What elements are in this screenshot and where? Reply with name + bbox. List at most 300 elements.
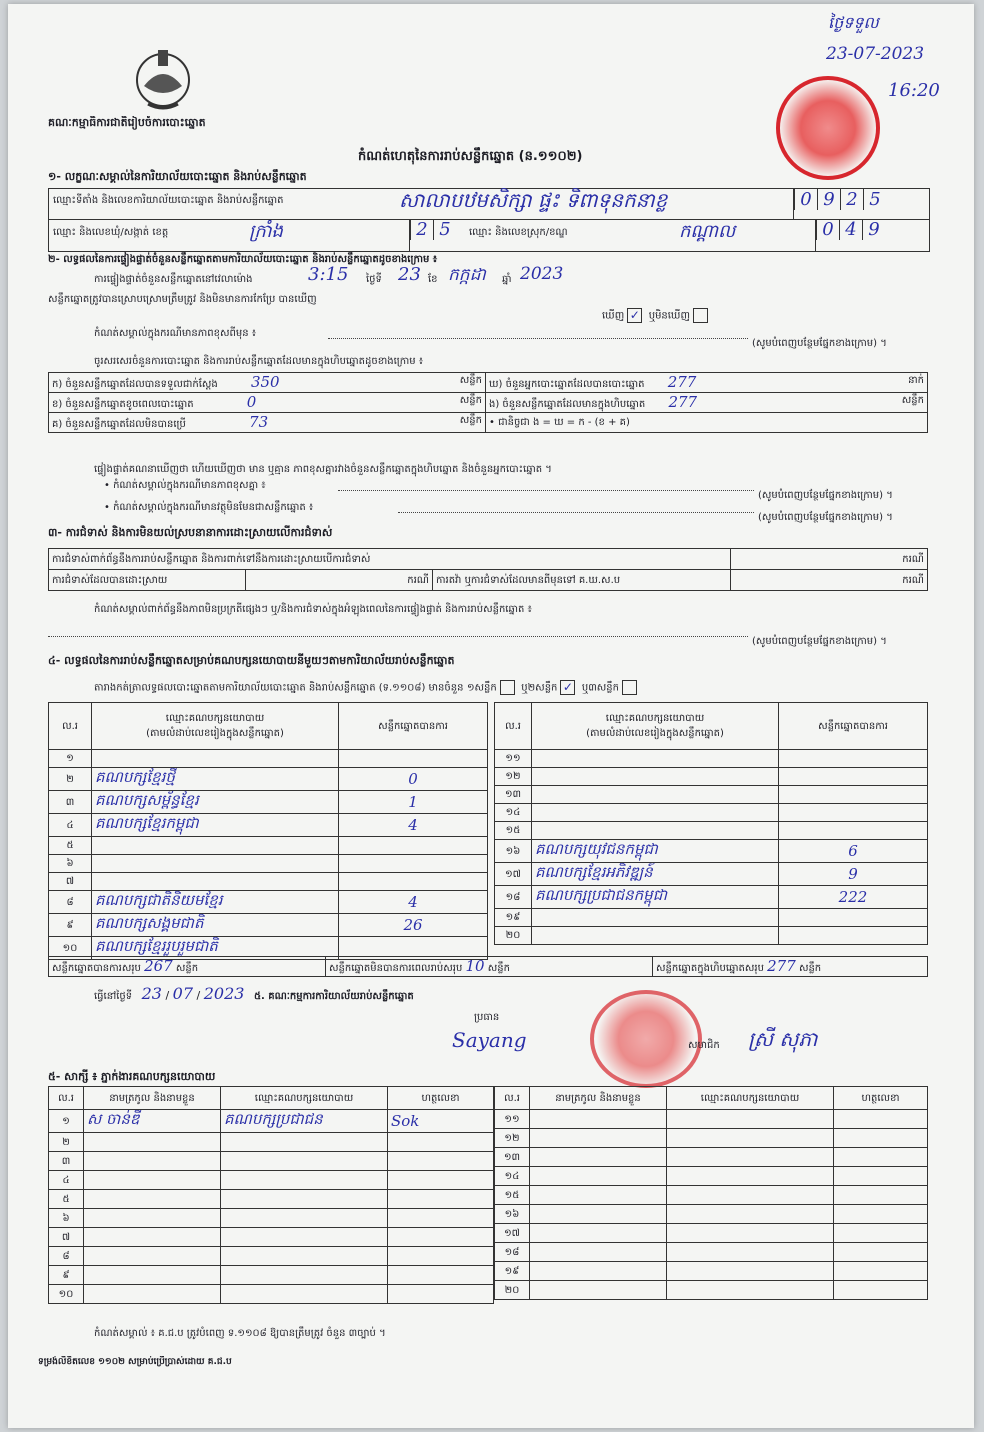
vote-count: 9 (779, 863, 928, 886)
seal-yes-checkbox[interactable]: ✓ (627, 308, 642, 323)
row-number: ២០ (495, 927, 532, 945)
witness-signature (834, 1262, 928, 1281)
row-number: ១៥ (495, 822, 532, 840)
ballot-count-table (48, 372, 928, 433)
party-name: គណបក្សខ្មែររួបរួមជាតិ (92, 937, 339, 960)
witness-name (84, 1247, 221, 1266)
col-party-header: ឈ្មោះគណបក្សនយោបាយ (221, 1087, 388, 1110)
row-number: ១៧ (495, 1224, 530, 1243)
table-row (49, 549, 928, 570)
row-number: ៨ (49, 1247, 84, 1266)
row-number: ១៤ (495, 804, 532, 822)
table-row (495, 1167, 928, 1186)
table-row (495, 1129, 928, 1148)
table-row (49, 814, 488, 837)
table-row (495, 1186, 928, 1205)
witness-party (221, 1190, 388, 1209)
corner-note-date: 23-07-2023 (826, 44, 925, 64)
witness-party (221, 1209, 388, 1228)
commune-code (409, 219, 456, 251)
table-row (49, 855, 488, 873)
party-name: គណបក្សខ្មែរថ្មី (92, 768, 339, 791)
row-e-label: ង) ចំនួនសន្លឹកឆ្នោតដែលមានក្នុងហិបឆ្នោត (489, 399, 646, 410)
vote-count: 222 (779, 886, 928, 909)
table-row (49, 1190, 494, 1209)
sheet-count-line (94, 680, 640, 696)
witness-party (221, 1228, 388, 1247)
table-header-row (49, 1087, 494, 1110)
year-label: ឆ្នាំ (502, 274, 512, 285)
table-row (49, 1110, 494, 1133)
witness-signature (834, 1186, 928, 1205)
office-code-digit: 9 (817, 189, 840, 210)
committee-name: គណៈកម្មាធិការជាតិរៀបចំការបោះឆ្នោត (48, 116, 206, 129)
year-value: 2023 (520, 264, 564, 284)
row-number: ២ (49, 768, 92, 791)
row-number: ១៤ (495, 1167, 530, 1186)
table-row (49, 837, 488, 855)
table-row (49, 1209, 494, 1228)
row-number: ១៩ (495, 1262, 530, 1281)
row-d-value: 277 (667, 373, 697, 391)
date-month: 07 (172, 984, 194, 1003)
witness-signature (388, 1152, 494, 1171)
sheet-opt1-checkbox[interactable] (500, 680, 515, 695)
total-invalid-label: សន្លឹកឆ្នោតមិនបានការពេលរាប់សរុប (329, 963, 463, 974)
chair-label: ប្រធាន (474, 1012, 500, 1023)
table-row (49, 873, 488, 891)
row-number: ១៧ (495, 863, 532, 886)
complaint-row2b-label: ការតវ៉ា ឬការជំទាស់ដែលមានពីមុនទៅ គ.ឃ.ស.ប (433, 570, 731, 591)
row-number: ៥ (49, 837, 92, 855)
table-row (49, 393, 928, 413)
table-row (495, 1110, 928, 1129)
table-row (49, 413, 928, 433)
unit-label: សន្លឹក (459, 375, 482, 386)
row-number: ១១ (495, 1110, 530, 1129)
witness-name (84, 1152, 221, 1171)
seal-options (602, 308, 711, 324)
witness-party (221, 1266, 388, 1285)
row-number: ៣ (49, 1152, 84, 1171)
col-party-header: ឈ្មោះគណបក្សនយោបាយ (605, 713, 705, 724)
row-c-value: 73 (249, 413, 269, 431)
seal-check-line: សន្លឹកឆ្នោតត្រូវបានស្រោបស្រោមត្រឹមត្រូវ និងមិនមានការកែប្រែ បានឃើញ (48, 294, 317, 305)
witness-party (667, 1186, 834, 1205)
party-name (532, 768, 779, 786)
sheet-opt3-label: ឬ៣សន្លឹក (581, 682, 619, 694)
table-row (49, 957, 928, 977)
vote-count (779, 804, 928, 822)
party-name (92, 750, 339, 768)
col-no-header: ល.រ (495, 703, 532, 750)
party-name (532, 822, 779, 840)
party-name (92, 837, 339, 855)
sheet-opt3-checkbox[interactable] (622, 680, 637, 695)
row-number: ២០ (495, 1281, 530, 1300)
row-number: ១ (49, 1110, 84, 1133)
witness-name (84, 1133, 221, 1152)
row-e-value: 277 (668, 393, 698, 411)
witness-name (84, 1190, 221, 1209)
row-a-value: 350 (250, 373, 280, 391)
fill-note: (សូមបំពេញបន្ថែមផ្នែកខាងក្រោម) ។ (758, 490, 893, 501)
fill-note: (សូមបំពេញបន្ថែមផ្នែកខាងក្រោម) ។ (752, 338, 887, 349)
member-label: សមាជិក (688, 1040, 720, 1051)
witness-name (530, 1224, 667, 1243)
col-party-header: ឈ្មោះគណបក្សនយោបាយ (165, 713, 265, 724)
col-votes-header: សន្លឹកឆ្នោតបានការ (339, 703, 488, 750)
party-name (92, 873, 339, 891)
witness-name (84, 1266, 221, 1285)
row-number: ១៨ (495, 1243, 530, 1262)
col-no-header: ល.រ (49, 1087, 84, 1110)
row-number: ៤ (49, 1171, 84, 1190)
office-value: សាលាបឋមសិក្សា ផ្ទះ ទិពាទុនកនាខ្ល (399, 188, 668, 212)
commune-value: ក្រាំង (249, 221, 283, 242)
date-year: 2023 (203, 984, 245, 1003)
row-number: ១២ (495, 1129, 530, 1148)
commission-label: ៥. គណៈកម្មការការិយាល័យរាប់សន្លឹកឆ្នោត (253, 991, 414, 1002)
vote-count (779, 750, 928, 768)
table-row (495, 863, 928, 886)
totals-row (48, 956, 928, 977)
unit-label: សន្លឹក (901, 395, 924, 406)
district-code-digit: 0 (816, 219, 839, 240)
row-number: ៩ (49, 1266, 84, 1285)
table-row (495, 822, 928, 840)
corner-note-label: ថ្ងៃទទួល (828, 13, 879, 32)
witness-signature (388, 1247, 494, 1266)
section2-title: ២- លទ្ធផលនៃការផ្ទៀងផ្ទាត់ចំនួនសន្លឹកឆ្នោតតាមការិយាល័យបោះឆ្នោត និងរាប់សន្លឹកឆ្នោតដូចខាងក្រោម ៖ (48, 254, 438, 265)
table-row (49, 768, 488, 791)
witness-signature (834, 1224, 928, 1243)
party-name: គណបក្សប្រជាជនកម្ពុជា (532, 886, 779, 909)
member-signature: ស្រី សុភា (748, 1027, 818, 1051)
district-value: កណ្ដាល (679, 221, 736, 242)
row-number: ១៦ (495, 840, 532, 863)
official-stamp-top (776, 76, 880, 180)
table-row (495, 1224, 928, 1243)
witness-signature (834, 1243, 928, 1262)
party-name (532, 750, 779, 768)
total-box-value: 277 (767, 957, 796, 975)
witness-name (530, 1167, 667, 1186)
section5-title: ៥- សាក្សី ៖ ភ្នាក់ងារគណបក្សនយោបាយ (48, 1070, 216, 1083)
day-value: 23 (398, 264, 421, 285)
row-number: ២ (49, 1133, 84, 1152)
office-label: ឈ្មោះទីតាំង និងលេខការិយាល័យបោះឆ្នោត និងរាប់សន្លឹកឆ្នោត (53, 195, 284, 206)
commune-label: ឈ្មោះ និងលេខឃុំ/សង្កាត់ ខេត្ត (53, 227, 169, 238)
col-name-header: នាមត្រកូល និងនាមខ្លួន (84, 1087, 221, 1110)
table-row (49, 1228, 494, 1247)
witness-party (221, 1285, 388, 1304)
vote-count: 4 (339, 814, 488, 837)
office-code-digit: 5 (863, 189, 886, 210)
witness-name (530, 1243, 667, 1262)
unit-label: សន្លឹក (175, 963, 199, 974)
witness-party (667, 1243, 834, 1262)
row-number: ៧ (49, 1228, 84, 1247)
bullet-foreign-object: • កំណត់សម្គាល់ក្នុងករណីមានវត្ថុមិនមែនជាសន្លឹកឆ្នោត ៖ (104, 502, 314, 513)
witness-party (667, 1148, 834, 1167)
month-value: កក្កដា (448, 265, 486, 285)
seal-option-yes: ឃើញ (602, 310, 625, 322)
vote-count: 1 (339, 791, 488, 814)
witness-signature (834, 1148, 928, 1167)
party-name (92, 855, 339, 873)
col-no-header: ល.រ (495, 1087, 530, 1110)
row-a-label: ក) ចំនួនសន្លឹកឆ្នោតដែលបានទទួលជាក់ស្ដែង (52, 379, 218, 390)
row-number: ១០ (49, 937, 92, 960)
district-label: ឈ្មោះ និងលេខស្រុក/ខណ្ឌ (469, 227, 568, 238)
district-code-digit: 9 (862, 219, 885, 240)
witness-party (667, 1262, 834, 1281)
witness-party (667, 1224, 834, 1243)
table-row (49, 1171, 494, 1190)
time-value: 3:15 (308, 264, 349, 285)
office-code (793, 189, 886, 219)
case-label: ករណី (246, 570, 433, 591)
witness-party (667, 1110, 834, 1129)
document-sheet (8, 4, 974, 1428)
table-row (49, 1285, 494, 1304)
table-row (49, 373, 928, 393)
bullet-difference: • កំណត់សម្គាល់ក្នុងករណីមានភាពខុសគ្នា ៖ (104, 480, 266, 491)
row-b-value: 0 (246, 393, 257, 411)
row-d-label: ឃ) ចំនួនអ្នកបោះឆ្នោតដែលបានបោះឆ្នោត (489, 379, 645, 390)
date-label: ធ្វើនៅថ្ងៃទី (94, 991, 133, 1002)
party-name: គណបក្សយុវជនកម្ពុជា (532, 840, 779, 863)
table-row (49, 570, 928, 591)
table-row (495, 1205, 928, 1224)
col-sig-header: ហត្ថលេខា (388, 1087, 494, 1110)
fill-note: (សូមបំពេញបន្ថែមផ្នែកខាងក្រោម) ។ (758, 512, 893, 523)
vote-count (779, 822, 928, 840)
witness-signature (388, 1190, 494, 1209)
seal-option-no: ឬមិនឃើញ (648, 310, 690, 322)
section1-box (48, 188, 930, 252)
corner-note-time: 16:20 (888, 80, 940, 101)
district-code-digit: 4 (839, 219, 862, 240)
seal-no-checkbox[interactable] (693, 308, 708, 323)
witness-party (667, 1205, 834, 1224)
witness-signature (834, 1205, 928, 1224)
date-day: 23 (141, 984, 162, 1003)
witness-name (530, 1186, 667, 1205)
case-label: ករណី (731, 570, 928, 591)
table-row (495, 750, 928, 768)
witness-table-left (48, 1086, 494, 1304)
commune-code-digit: 2 (410, 219, 433, 240)
col-party-subheader: (តាមលំដាប់លេខរៀងក្នុងសន្លឹកឆ្នោត) (586, 728, 724, 739)
party-name: គណបក្សសម្ព័ន្ធខ្មែរ (92, 791, 339, 814)
witness-signature (834, 1167, 928, 1186)
table-row (49, 1266, 494, 1285)
commune-code-digit: 5 (433, 219, 456, 240)
row-number: ១៣ (495, 786, 532, 804)
col-sig-header: ហត្ថលេខា (834, 1087, 928, 1110)
chair-signature: Sayang (452, 1028, 527, 1052)
table-row (49, 1152, 494, 1171)
vote-count (779, 768, 928, 786)
witness-table-right (494, 1086, 928, 1300)
witness-signature (388, 1171, 494, 1190)
table-row (495, 1262, 928, 1281)
vote-count: 4 (339, 891, 488, 914)
col-no-header: ល.រ (49, 703, 92, 750)
witness-signature (834, 1129, 928, 1148)
row-number: ១១ (495, 750, 532, 768)
sheet-opt1-label: ១សន្លឹក (466, 682, 497, 694)
table-row (49, 791, 488, 814)
time-label: ការផ្ទៀងផ្ទាត់ចំនួនសន្លឹកឆ្នោតនៅវេលាម៉ោង (94, 274, 253, 285)
row-number: ៦ (49, 1209, 84, 1228)
row-number: ៩ (49, 914, 92, 937)
row-number: ១០ (49, 1285, 84, 1304)
witness-signature (834, 1281, 928, 1300)
witness-party (667, 1167, 834, 1186)
vote-count (779, 909, 928, 927)
check-line: ផ្ទៀងផ្ទាត់គណនាឃើញថា ហើយឃើញថា មាន ឬគ្មាន ភាពខុសគ្នារវាងចំនួនសន្លឹកឆ្នោតក្នុងហិបឆ្នោត និងចំនួនអ្នកបោះឆ្នោត ។ (94, 464, 552, 475)
vote-count (339, 873, 488, 891)
results-table-right (494, 702, 928, 945)
witness-party (221, 1171, 388, 1190)
table-row (495, 927, 928, 945)
form-title: កំណត់ហេតុនៃការរាប់សន្លឹកឆ្នោត (ន.១១០២) (358, 149, 583, 164)
table-row (495, 840, 928, 863)
witness-name: ស ចាន់ឌី (84, 1110, 221, 1133)
row-number: ១២ (495, 768, 532, 786)
table-row (49, 1247, 494, 1266)
total-valid-label: សន្លឹកឆ្នោតបានការសរុប (52, 963, 141, 974)
unit-label: នាក់ (908, 375, 924, 386)
table-row (495, 786, 928, 804)
row-number: ៥ (49, 1190, 84, 1209)
table-header-row (495, 1087, 928, 1110)
witness-name (84, 1171, 221, 1190)
witness-name (84, 1209, 221, 1228)
case-label: ករណី (731, 549, 928, 570)
witness-signature (834, 1110, 928, 1129)
table-row (495, 768, 928, 786)
complaint-row1-label: ការជំទាស់ពាក់ព័ន្ធនឹងការរាប់សន្លឹកឆ្នោត និងការពាក់ទៅនឹងការដោះស្រាយបើការជំទាស់ (49, 549, 731, 570)
unit-label: សន្លឹក (459, 395, 482, 406)
vote-count (339, 855, 488, 873)
witness-party (221, 1247, 388, 1266)
witness-signature (388, 1133, 494, 1152)
witness-signature (388, 1285, 494, 1304)
row-number: ១ (49, 750, 92, 768)
witness-name (530, 1205, 667, 1224)
sheet-opt2-checkbox[interactable]: ✓ (560, 680, 575, 695)
table-row (495, 909, 928, 927)
party-name (532, 927, 779, 945)
footer-note: កំណត់សម្គាល់ ៖ គ.ជ.ប ត្រូវបំពេញ ទ.១១០៨ ឱ្យបានត្រឹមត្រូវ ចំនួន ៣ច្បាប់ ។ (94, 1328, 386, 1339)
committee-emblem-icon (130, 42, 196, 112)
witness-party (667, 1129, 834, 1148)
total-invalid-value: 10 (465, 957, 485, 975)
bottom-line: ទម្រង់លិខិតលេខ ១១០២ សម្រាប់ប្រើប្រាស់ដោយ គ.ជ.ប (38, 1357, 232, 1367)
col-name-header: នាមត្រកូល និងនាមខ្លួន (530, 1087, 667, 1110)
witness-party (667, 1281, 834, 1300)
unit-label: សន្លឹក (459, 415, 482, 426)
row-number: ៨ (49, 891, 92, 914)
section3-note: កំណត់សម្គាល់ពាក់ព័ន្ធនឹងភាពមិនប្រក្រតីផ្សេងៗ ឬ/និងការជំទាស់ក្នុងអំឡុងពេលនៃការផ្ទៀងផ្ទាត់ និងការរាប់សន្លឹកឆ្នោត ៖ (94, 604, 532, 615)
sheet-opt2-label: ឬ២សន្លឹក (521, 682, 558, 694)
official-stamp-middle (590, 990, 702, 1088)
office-code-digit: 0 (794, 189, 817, 210)
table-row (49, 891, 488, 914)
fill-note: (សូមបំពេញបន្ថែមផ្នែកខាងក្រោម) ។ (752, 636, 887, 647)
total-box-label: សន្លឹកឆ្នោតក្នុងហិបឆ្នោតសរុប (656, 963, 764, 974)
col-votes-header: សន្លឹកឆ្នោតបានការ (779, 703, 928, 750)
party-name: គណបក្សខ្មែរអភិវឌ្ឍន៍ (532, 863, 779, 886)
row-number: ១៩ (495, 909, 532, 927)
col-party-subheader: (តាមលំដាប់លេខរៀងក្នុងសន្លឹកឆ្នោត) (146, 728, 284, 739)
office-code-digit: 2 (840, 189, 863, 210)
table-row (495, 1281, 928, 1300)
month-label: ខែ (428, 274, 438, 285)
row-b-label: ខ) ចំនួនសន្លឹកឆ្នោតខូចពេលបោះឆ្នោត (52, 399, 194, 410)
party-name: គណបក្សខ្មែរកម្ពុជា (92, 814, 339, 837)
sheet-count-label: តារាងកត់ត្រាលទ្ធផលបោះឆ្នោតតាមការិយាល័យបោះឆ្នោត និងរាប់សន្លឹកឆ្នោត (ទ.១១០៨) មានចំនួន (94, 682, 464, 694)
party-name: គណបក្សសង្គមជាតិ (92, 914, 339, 937)
witness-name (84, 1228, 221, 1247)
witness-party: គណបក្សប្រជាជន (221, 1110, 388, 1133)
row-number: ៦ (49, 855, 92, 873)
table-row (49, 1133, 494, 1152)
table-header-row (49, 703, 488, 750)
vote-count (339, 750, 488, 768)
row-number: ១៨ (495, 886, 532, 909)
day-label: ថ្ងៃទី (366, 274, 382, 285)
complaint-row2-label: ការជំទាស់ដែលបានដោះស្រាយ (49, 570, 246, 591)
row-number: ៧ (49, 873, 92, 891)
witness-signature: Sok (388, 1110, 494, 1133)
witness-party (221, 1133, 388, 1152)
vote-count (779, 927, 928, 945)
vote-count: 26 (339, 914, 488, 937)
row-number: ១៦ (495, 1205, 530, 1224)
results-table-left (48, 702, 488, 960)
witness-signature (388, 1228, 494, 1247)
table-row (495, 804, 928, 822)
table-header-row (495, 703, 928, 750)
witness-name (530, 1281, 667, 1300)
total-valid-value: 267 (144, 957, 173, 975)
table-row (49, 914, 488, 937)
section3-title: ៣- ការជំទាស់ និងការមិនយល់ស្របនានាការដោះស្រាយលើការជំទាស់ (48, 526, 333, 539)
table-row (495, 886, 928, 909)
formula: • ជានិច្ចជា ង = ឃ = ក - (ខ + គ) (489, 417, 630, 428)
vote-count: 6 (779, 840, 928, 863)
witness-signature (388, 1209, 494, 1228)
row-number: ៤ (49, 814, 92, 837)
table-row (495, 1243, 928, 1262)
witness-name (530, 1110, 667, 1129)
signing-date-line: ធ្វើនៅថ្ងៃទី 23 / 07 / 2023 ៥. គណៈកម្មការការិយាល័យរាប់សន្លឹកឆ្នោត (94, 984, 414, 1003)
row-number: ១៥ (495, 1186, 530, 1205)
table-intro: ចូរសរសេរចំនួនការបោះឆ្នោត និងការរាប់សន្លឹកឆ្នោតដែលមានក្នុងហិបឆ្នោតដូចខាងក្រោម ៖ (94, 356, 424, 367)
party-name (532, 909, 779, 927)
unit-label: សន្លឹក (487, 963, 510, 974)
district-code (815, 219, 885, 251)
party-name: គណបក្សជាតិនិយមខ្មែរ (92, 891, 339, 914)
vote-count (339, 837, 488, 855)
row-number: ៣ (49, 791, 92, 814)
section1-title: ១- លក្ខណៈសម្គាល់នៃការិយាល័យបោះឆ្នោត និងរាប់សន្លឹកឆ្នោត (48, 170, 307, 183)
